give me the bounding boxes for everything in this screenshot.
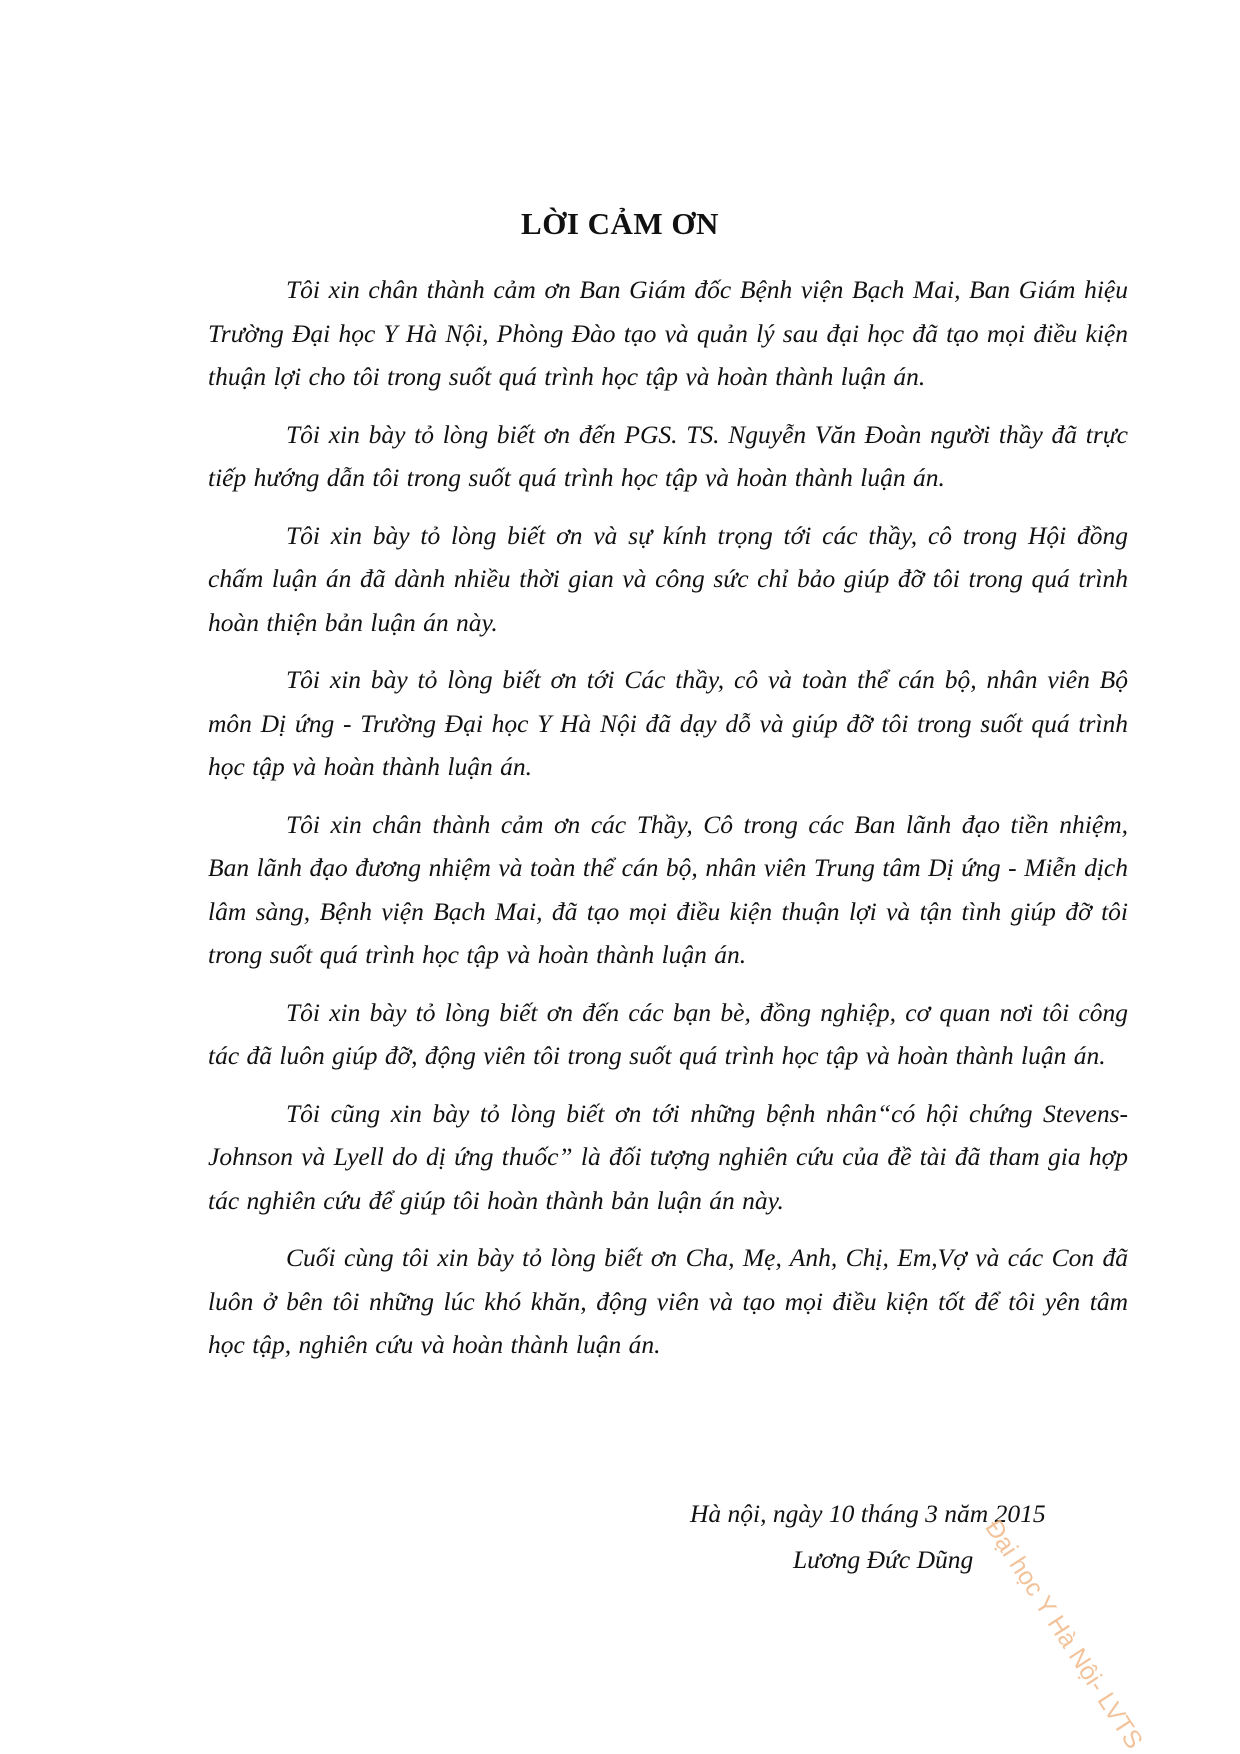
- acknowledgement-body: [208, 268, 1128, 1381]
- paragraph-7: Tôi cũng xin bày tỏ lòng biết ơn tới những bệnh nhân“có hội chứng Stevens-Johnson và Lyell do dị ứng thuốc” là đối tượng nghiên cứu của đề tài đã tham gia hợp tác nghiên cứu để giúp tôi hoàn thành bản luận án này.: [208, 1098, 1128, 1215]
- signature-name: Lương Đức Dũng: [793, 1545, 974, 1574]
- paragraph-6: Tôi xin bày tỏ lòng biết ơn đến các bạn bè, đồng nghiệp, cơ quan nơi tôi công tác đã luôn giúp đỡ, động viên tôi trong suốt quá trình học tập và hoàn thành luận án.: [208, 997, 1128, 1070]
- paragraph-3: Tôi xin bày tỏ lòng biết ơn và sự kính trọng tới các thầy, cô trong Hội đồng chấm luận án đã dành nhiều thời gian và công sức chỉ bảo giúp đỡ tôi trong quá trình hoàn thiện bản luận án này.: [208, 520, 1128, 637]
- paragraph-5: Tôi xin chân thành cảm ơn các Thầy, Cô trong các Ban lãnh đạo tiền nhiệm, Ban lãnh đạo đương nhiệm và toàn thể cán bộ, nhân viên Trung tâm Dị ứng - Miễn dịch lâm sàng, Bệnh viện Bạch Mai, đã tạo mọi điều kiện thuận lợi và tận tình giúp đỡ tôi trong suốt quá trình học tập và hoàn thành luận án.: [208, 809, 1128, 969]
- paragraph-2: Tôi xin bày tỏ lòng biết ơn đến PGS. TS. Nguyễn Văn Đoàn người thầy đã trực tiếp hướng dẫn tôi trong suốt quá trình học tập và hoàn thành luận án.: [208, 419, 1128, 492]
- watermark-text: Đại học Y Hà Nội- LVTS: [979, 1514, 1149, 1754]
- signature-date: Hà nội, ngày 10 tháng 3 năm 2015: [690, 1499, 1046, 1528]
- page-title: LỜI CẢM ƠN: [521, 206, 719, 241]
- paragraph-8: Cuối cùng tôi xin bày tỏ lòng biết ơn Cha, Mẹ, Anh, Chị, Em,Vợ và các Con đã luôn ở bên tôi những lúc khó khăn, động viên và tạo mọi điều kiện tốt để tôi yên tâm học tập, nghiên cứu và hoàn thành luận án.: [208, 1243, 1128, 1359]
- paragraph-1: Tôi xin chân thành cảm ơn Ban Giám đốc Bệnh viện Bạch Mai, Ban Giám hiệu Trường Đại học Y Hà Nội, Phòng Đào tạo và quản lý sau đại học đã tạo mọi điều kiện thuận lợi cho tôi trong suốt quá trình học tập và hoàn thành luận án.: [208, 275, 1128, 391]
- paragraph-4: Tôi xin bày tỏ lòng biết ơn tới Các thầy, cô và toàn thể cán bộ, nhân viên Bộ môn Dị ứng - Trường Đại học Y Hà Nội đã dạy dỗ và giúp đỡ tôi trong suốt quá trình học tập và hoàn thành luận án.: [208, 665, 1128, 781]
